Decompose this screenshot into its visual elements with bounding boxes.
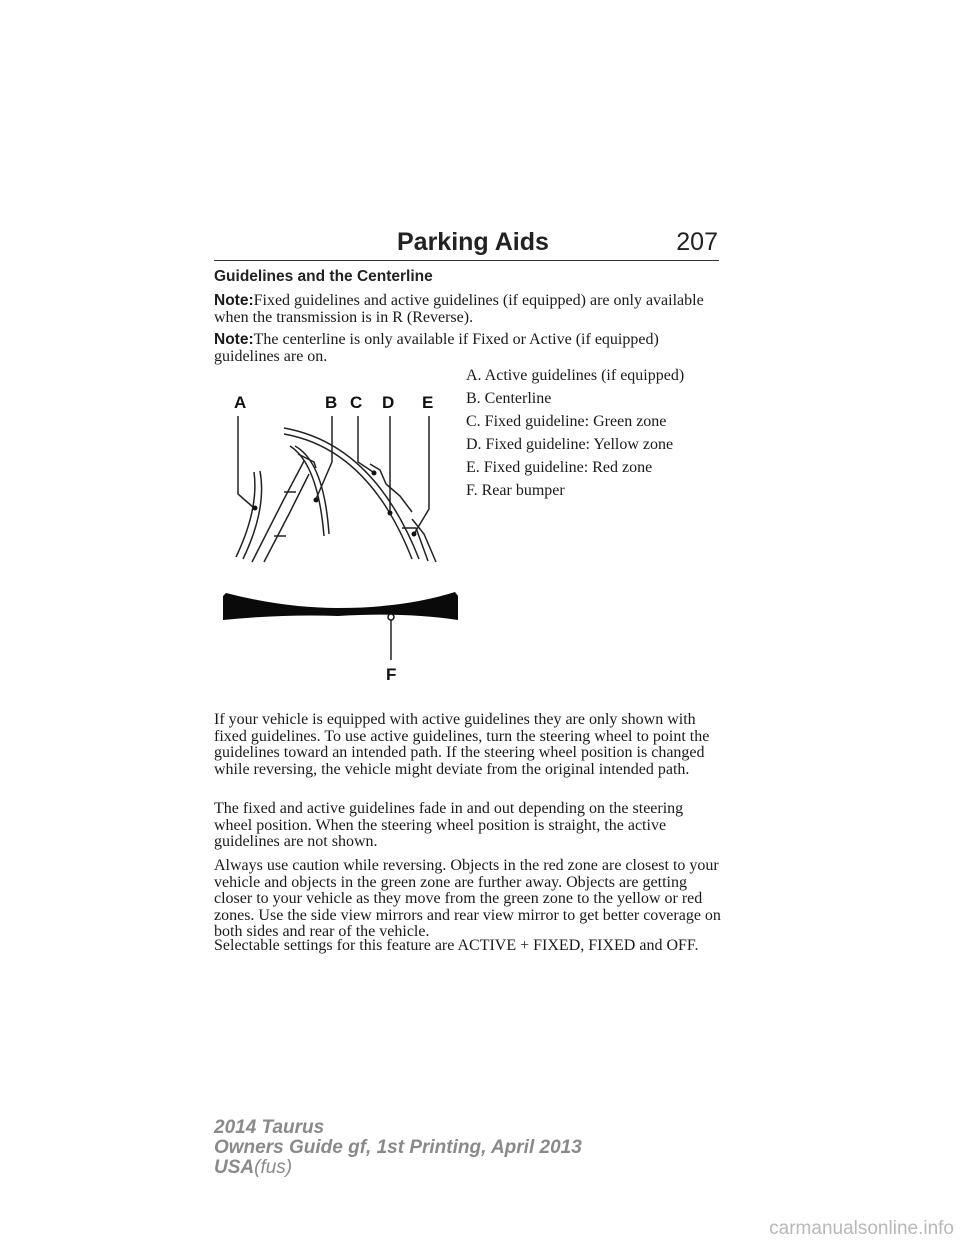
page-header-title: Parking Aids bbox=[397, 228, 549, 256]
footer-model: 2014 Taurus bbox=[214, 1117, 325, 1138]
paragraph-caution: Always use caution while reversing. Objects in the red zone are closest to your vehicle and objects in the green zone are further away. Objects are getting closer to your vehicle as they move from the green zone to the yellow or red zones. Use the side view mirrors and rear view mirror to get better coverage on both sides and rear of the vehicle. bbox=[214, 857, 721, 941]
callout-b: B bbox=[325, 393, 338, 412]
callout-c: C bbox=[350, 393, 363, 412]
legend-item-d: D. Fixed guideline: Yellow zone bbox=[466, 436, 674, 453]
note-text: The centerline is only available if Fixed or Active (if equipped) guidelines are on. bbox=[214, 331, 659, 365]
page-number: 207 bbox=[676, 228, 718, 256]
rear-bumper bbox=[223, 592, 458, 620]
legend-item-a: A. Active guidelines (if equipped) bbox=[466, 367, 685, 384]
page-footer bbox=[214, 1118, 582, 1178]
footer-region-main: USA bbox=[214, 1157, 255, 1178]
guidelines-diagram bbox=[214, 384, 464, 684]
footer-region-suffix: (fus) bbox=[254, 1157, 293, 1178]
legend-item-e: E. Fixed guideline: Red zone bbox=[466, 459, 653, 476]
legend-item-f: F. Rear bumper bbox=[466, 482, 565, 499]
watermark: carmanualsonline.info bbox=[769, 1218, 954, 1239]
note-transmission bbox=[214, 292, 724, 326]
section-heading: Guidelines and the Centerline bbox=[214, 268, 433, 285]
paragraph-active-guidelines: If your vehicle is equipped with active guidelines they are only shown with fixed guidelines. To use active guidelines, turn the steering wheel to point the guidelines toward an intended path. If the steering wheel position is changed while reversing, the vehicle might deviate from the original intended path. bbox=[214, 711, 710, 778]
header-rule bbox=[214, 260, 719, 261]
paragraph-fade: The fixed and active guidelines fade in and out depending on the steering wheel position. When the steering wheel position is straight, the active guidelines are not shown. bbox=[214, 800, 684, 851]
note-label: Note: bbox=[214, 331, 254, 348]
callout-d-dot bbox=[388, 511, 393, 516]
callout-e-dot bbox=[412, 532, 417, 537]
callout-a-dot bbox=[253, 506, 258, 511]
paragraph-settings: Selectable settings for this feature are ACTIVE + FIXED, FIXED and OFF. bbox=[214, 937, 699, 954]
callout-a: A bbox=[234, 393, 247, 412]
callout-d: D bbox=[382, 393, 395, 412]
figure-legend bbox=[466, 367, 726, 505]
callout-f: F bbox=[386, 665, 397, 684]
note-text: Fixed guidelines and active guidelines (if equipped) are only available when the transmission is in R (Reverse). bbox=[214, 292, 704, 326]
callout-c-dot bbox=[372, 471, 377, 476]
footer-region bbox=[214, 1158, 582, 1178]
callout-f-dot bbox=[388, 614, 394, 620]
callout-e: E bbox=[422, 393, 434, 412]
legend-item-b: B. Centerline bbox=[466, 390, 552, 407]
callout-b-dot bbox=[314, 498, 319, 503]
note-label: Note: bbox=[214, 292, 254, 309]
footer-edition: Owners Guide gf, 1st Printing, April 2013 bbox=[214, 1137, 582, 1158]
legend-item-c: C. Fixed guideline: Green zone bbox=[466, 413, 667, 430]
note-centerline bbox=[214, 331, 724, 365]
